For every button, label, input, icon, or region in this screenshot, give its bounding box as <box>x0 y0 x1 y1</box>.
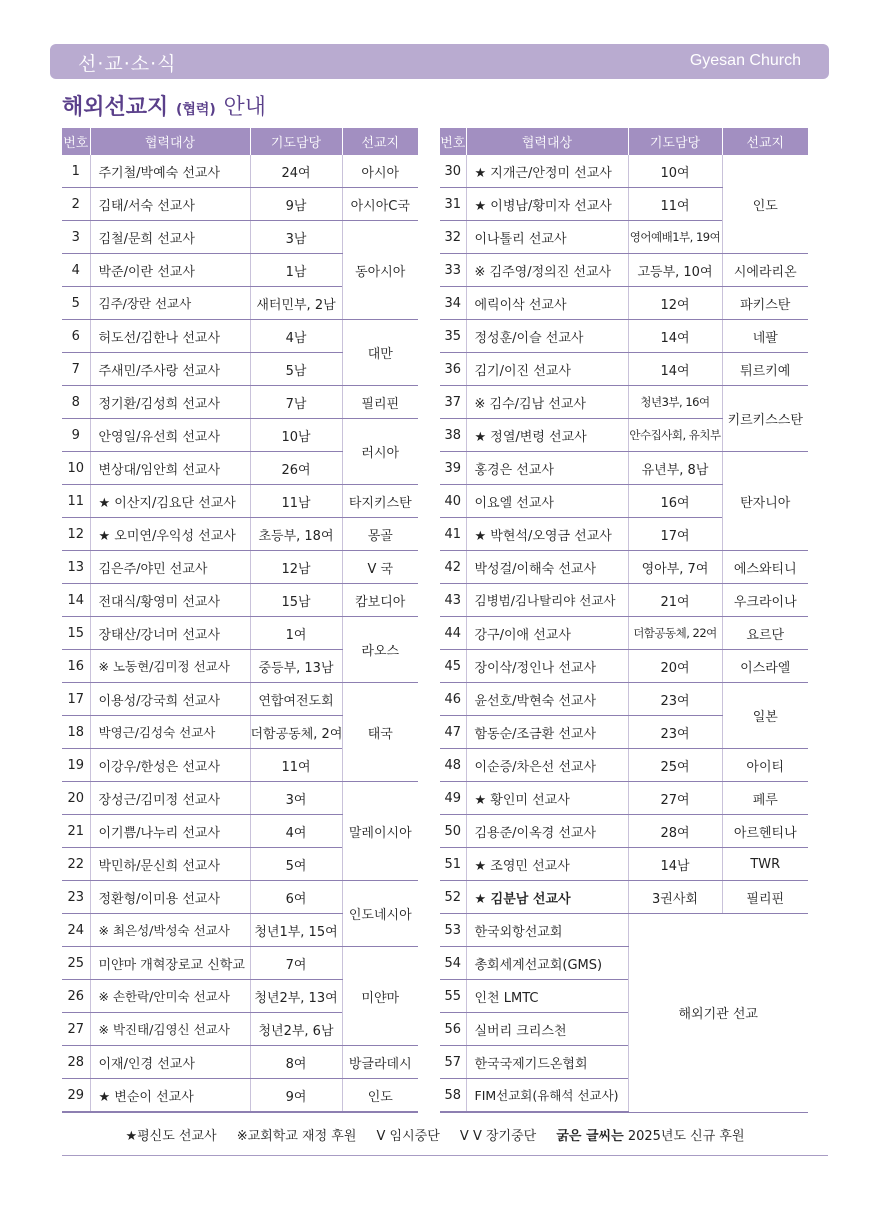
table-header-row <box>440 128 808 155</box>
mission-field: 이스라엘 <box>722 650 808 683</box>
missionary-name: ★ 지개근/안정미 선교사 <box>466 155 628 188</box>
page-title <box>62 90 266 121</box>
missionary-name: ★ 정열/변령 선교사 <box>466 419 628 452</box>
table-row <box>440 815 808 848</box>
table-row <box>62 221 418 254</box>
prayer-group: 고등부, 10여 <box>628 254 722 287</box>
table-row <box>440 617 808 650</box>
mission-field: 아시아C국 <box>342 188 418 221</box>
mission-field: 말레이시아 <box>342 782 418 881</box>
row-number: 41 <box>440 518 466 551</box>
row-number: 48 <box>440 749 466 782</box>
mission-field: 우크라이나 <box>722 584 808 617</box>
legend-bold-label: 굵은 글씨는 <box>556 1129 624 1144</box>
church-name: Gyesan Church <box>689 52 801 69</box>
table-row <box>440 881 808 914</box>
table-row <box>62 419 418 452</box>
mission-table-left <box>62 128 418 1113</box>
mission-field: 튀르키예 <box>722 353 808 386</box>
missionary-name: 김용준/이옥경 선교사 <box>466 815 628 848</box>
prayer-group: 10남 <box>250 419 342 452</box>
row-number: 18 <box>62 716 90 749</box>
prayer-group: 28여 <box>628 815 722 848</box>
mission-field: 러시아 <box>342 419 418 485</box>
prayer-group: 더함공동체, 2여 <box>250 716 342 749</box>
missionary-name: 정환형/이미용 선교사 <box>90 881 250 914</box>
mission-field: 인도 <box>722 155 808 254</box>
row-number: 52 <box>440 881 466 914</box>
row-number: 47 <box>440 716 466 749</box>
prayer-group: 11여 <box>628 188 722 221</box>
prayer-group: 11남 <box>250 485 342 518</box>
missionary-name: 전대식/황영미 선교사 <box>90 584 250 617</box>
table-row <box>440 914 808 947</box>
table-row <box>62 881 418 914</box>
col-header-field: 선교지 <box>722 128 808 155</box>
table-row <box>62 386 418 419</box>
prayer-group: 21여 <box>628 584 722 617</box>
mission-field: 동아시아 <box>342 221 418 320</box>
legend-v: V 임시중단 <box>376 1129 440 1144</box>
table-row <box>440 320 808 353</box>
col-header-prayer: 기도담당 <box>250 128 342 155</box>
prayer-group: 3여 <box>250 782 342 815</box>
prayer-group: 더함공동체, 22여 <box>628 617 722 650</box>
section-label: 선·교·소·식 <box>78 53 177 75</box>
table-row <box>62 617 418 650</box>
missionary-name: 이요엘 선교사 <box>466 485 628 518</box>
missionary-name: ★ 황인미 선교사 <box>466 782 628 815</box>
row-number: 37 <box>440 386 466 419</box>
table-row <box>440 155 808 188</box>
table-row <box>440 650 808 683</box>
prayer-group: 23여 <box>628 716 722 749</box>
prayer-group: 25여 <box>628 749 722 782</box>
prayer-group: 1여 <box>250 617 342 650</box>
mission-field: 인도 <box>342 1079 418 1113</box>
prayer-group: 새터민부, 2남 <box>250 287 342 320</box>
missionary-name: 김은주/야민 선교사 <box>90 551 250 584</box>
row-number: 4 <box>62 254 90 287</box>
table-row <box>440 584 808 617</box>
row-number: 23 <box>62 881 90 914</box>
prayer-group: 청년2부, 6남 <box>250 1013 342 1046</box>
row-number: 7 <box>62 353 90 386</box>
mission-field: V 국 <box>342 551 418 584</box>
row-number: 54 <box>440 947 466 980</box>
missionary-name: 변상대/임안희 선교사 <box>90 452 250 485</box>
prayer-group: 11여 <box>250 749 342 782</box>
row-number: 33 <box>440 254 466 287</box>
row-number: 49 <box>440 782 466 815</box>
mission-field: 몽골 <box>342 518 418 551</box>
missionary-name: ★ 김분남 선교사 <box>466 881 628 914</box>
col-header-no: 번호 <box>62 128 90 155</box>
col-header-field: 선교지 <box>342 128 418 155</box>
prayer-group: 청년2부, 13여 <box>250 980 342 1013</box>
row-number: 39 <box>440 452 466 485</box>
missionary-name: 이재/인경 선교사 <box>90 1046 250 1079</box>
mission-field: 방글라데시 <box>342 1046 418 1079</box>
bottom-divider <box>62 1155 828 1156</box>
table-row <box>440 749 808 782</box>
mission-field: 인도네시아 <box>342 881 418 947</box>
missionary-name: 이순증/차은선 선교사 <box>466 749 628 782</box>
missionary-name: ※ 김주영/정의진 선교사 <box>466 254 628 287</box>
missionary-name: 이용성/강국희 선교사 <box>90 683 250 716</box>
missionary-name: ※ 노동현/김미정 선교사 <box>90 650 250 683</box>
missionary-name: ※ 손한락/안미숙 선교사 <box>90 980 250 1013</box>
prayer-group: 6여 <box>250 881 342 914</box>
row-number: 30 <box>440 155 466 188</box>
table-row <box>62 485 418 518</box>
title-sub: (협력) <box>175 102 216 118</box>
row-number: 45 <box>440 650 466 683</box>
missionary-name: 윤선호/박현숙 선교사 <box>466 683 628 716</box>
missionary-name: ※ 박진태/김영신 선교사 <box>90 1013 250 1046</box>
missionary-name: 주기철/박예숙 선교사 <box>90 155 250 188</box>
mission-field: 필리핀 <box>342 386 418 419</box>
table-row <box>440 287 808 320</box>
mission-field: 요르단 <box>722 617 808 650</box>
mission-field: 라오스 <box>342 617 418 683</box>
missionary-name: 함동순/조금환 선교사 <box>466 716 628 749</box>
mission-field: 타지키스탄 <box>342 485 418 518</box>
col-header-name: 협력대상 <box>466 128 628 155</box>
missionary-name: 강구/이애 선교사 <box>466 617 628 650</box>
row-number: 43 <box>440 584 466 617</box>
prayer-group: 9남 <box>250 188 342 221</box>
missionary-name: FIM선교회(유해석 선교사) <box>466 1079 628 1113</box>
prayer-group: 4남 <box>250 320 342 353</box>
prayer-group: 20여 <box>628 650 722 683</box>
title-main: 해외선교지 <box>62 95 169 120</box>
prayer-group: 24여 <box>250 155 342 188</box>
row-number: 53 <box>440 914 466 947</box>
table-row <box>62 584 418 617</box>
missionary-name: 안영일/유선희 선교사 <box>90 419 250 452</box>
missionary-name: 총회세계선교회(GMS) <box>466 947 628 980</box>
row-number: 46 <box>440 683 466 716</box>
missionary-name: 장성근/김미정 선교사 <box>90 782 250 815</box>
mission-field: 에스와티니 <box>722 551 808 584</box>
legend-bold-text: 2025년도 신규 후원 <box>627 1129 745 1144</box>
col-header-prayer: 기도담당 <box>628 128 722 155</box>
row-number: 5 <box>62 287 90 320</box>
mission-field: 미얀마 <box>342 947 418 1046</box>
row-number: 15 <box>62 617 90 650</box>
row-number: 51 <box>440 848 466 881</box>
row-number: 35 <box>440 320 466 353</box>
row-number: 57 <box>440 1046 466 1079</box>
missionary-name: ※ 최은성/박성숙 선교사 <box>90 914 250 947</box>
missionary-name: 김태/서숙 선교사 <box>90 188 250 221</box>
row-number: 21 <box>62 815 90 848</box>
missionary-name: 인천 LMTC <box>466 980 628 1013</box>
missionary-name: ★ 오미연/우익성 선교사 <box>90 518 250 551</box>
mission-field: 키르키스스탄 <box>722 386 808 452</box>
row-number: 28 <box>62 1046 90 1079</box>
row-number: 22 <box>62 848 90 881</box>
prayer-group: 3권사회 <box>628 881 722 914</box>
legend-ref: ※교회학교 재정 후원 <box>236 1129 357 1144</box>
missionary-name: 정성훈/이슬 선교사 <box>466 320 628 353</box>
mission-table-right <box>440 128 808 1113</box>
row-number: 20 <box>62 782 90 815</box>
missionary-name: ※ 김수/김남 선교사 <box>466 386 628 419</box>
missionary-name: 이기쁨/나누리 선교사 <box>90 815 250 848</box>
row-number: 25 <box>62 947 90 980</box>
mission-field: 페루 <box>722 782 808 815</box>
missionary-name: 홍경은 선교사 <box>466 452 628 485</box>
prayer-group: 16여 <box>628 485 722 518</box>
row-number: 40 <box>440 485 466 518</box>
legend-star: ★평신도 선교사 <box>125 1129 217 1144</box>
row-number: 16 <box>62 650 90 683</box>
table-row <box>62 1046 418 1079</box>
prayer-group: 8여 <box>250 1046 342 1079</box>
prayer-group: 14남 <box>628 848 722 881</box>
table-row <box>62 188 418 221</box>
mission-field: 아시아 <box>342 155 418 188</box>
missionary-name: 정기환/김성희 선교사 <box>90 386 250 419</box>
row-number: 14 <box>62 584 90 617</box>
row-number: 10 <box>62 452 90 485</box>
missionary-name: 장태산/강너머 선교사 <box>90 617 250 650</box>
legend-vv: V V 장기중단 <box>459 1129 537 1144</box>
row-number: 27 <box>62 1013 90 1046</box>
table-row <box>440 551 808 584</box>
row-number: 31 <box>440 188 466 221</box>
mission-field: 일본 <box>722 683 808 749</box>
prayer-group: 10여 <box>628 155 722 188</box>
prayer-group: 26여 <box>250 452 342 485</box>
prayer-group: 초등부, 18여 <box>250 518 342 551</box>
prayer-group: 4여 <box>250 815 342 848</box>
row-number: 56 <box>440 1013 466 1046</box>
mission-field: 파키스탄 <box>722 287 808 320</box>
row-number: 6 <box>62 320 90 353</box>
mission-field: 해외기관 선교 <box>628 914 808 1113</box>
row-number: 13 <box>62 551 90 584</box>
mission-field: 아르헨티나 <box>722 815 808 848</box>
legend <box>62 1125 808 1144</box>
prayer-group: 3남 <box>250 221 342 254</box>
prayer-group: 청년1부, 15여 <box>250 914 342 947</box>
prayer-group: 14여 <box>628 353 722 386</box>
table-row <box>62 683 418 716</box>
missionary-name: 주새민/주사랑 선교사 <box>90 353 250 386</box>
mission-field: 시에라리온 <box>722 254 808 287</box>
missionary-name: 박민하/문신희 선교사 <box>90 848 250 881</box>
missionary-name: 장이삭/정인나 선교사 <box>466 650 628 683</box>
prayer-group: 유년부, 8남 <box>628 452 722 485</box>
title-tail: 안내 <box>223 95 266 120</box>
row-number: 9 <box>62 419 90 452</box>
row-number: 29 <box>62 1079 90 1113</box>
row-number: 11 <box>62 485 90 518</box>
table-row <box>62 320 418 353</box>
table-header-row <box>62 128 418 155</box>
missionary-name: ★ 변순이 선교사 <box>90 1079 250 1113</box>
missionary-name: 박준/이란 선교사 <box>90 254 250 287</box>
table-row <box>62 782 418 815</box>
row-number: 1 <box>62 155 90 188</box>
table-row <box>440 683 808 716</box>
row-number: 36 <box>440 353 466 386</box>
prayer-group: 23여 <box>628 683 722 716</box>
row-number: 38 <box>440 419 466 452</box>
row-number: 34 <box>440 287 466 320</box>
missionary-name: 박성걸/이해숙 선교사 <box>466 551 628 584</box>
prayer-group: 27여 <box>628 782 722 815</box>
prayer-group: 15남 <box>250 584 342 617</box>
table-row <box>62 1079 418 1113</box>
prayer-group: 영아부, 7여 <box>628 551 722 584</box>
table-row <box>62 155 418 188</box>
table-row <box>440 254 808 287</box>
mission-field: 탄자니아 <box>722 452 808 551</box>
prayer-group: 14여 <box>628 320 722 353</box>
missionary-name: 이나톨리 선교사 <box>466 221 628 254</box>
col-header-no: 번호 <box>440 128 466 155</box>
row-number: 24 <box>62 914 90 947</box>
missionary-name: 한국국제기드온협회 <box>466 1046 628 1079</box>
mission-field: 네팔 <box>722 320 808 353</box>
prayer-group: 안수집사회, 유치부 <box>628 419 722 452</box>
mission-field: 아이티 <box>722 749 808 782</box>
missionary-name: 김철/문희 선교사 <box>90 221 250 254</box>
missionary-name: 실버리 크리스천 <box>466 1013 628 1046</box>
missionary-name: 이강우/한성은 선교사 <box>90 749 250 782</box>
missionary-name: ★ 이병남/황미자 선교사 <box>466 188 628 221</box>
prayer-group: 12남 <box>250 551 342 584</box>
row-number: 3 <box>62 221 90 254</box>
missionary-name: 김주/장란 선교사 <box>90 287 250 320</box>
row-number: 44 <box>440 617 466 650</box>
prayer-group: 12여 <box>628 287 722 320</box>
prayer-group: 7여 <box>250 947 342 980</box>
prayer-group: 연합여전도회 <box>250 683 342 716</box>
mission-field: 대만 <box>342 320 418 386</box>
row-number: 55 <box>440 980 466 1013</box>
row-number: 50 <box>440 815 466 848</box>
missionary-name: 김병범/김나탈리야 선교사 <box>466 584 628 617</box>
row-number: 42 <box>440 551 466 584</box>
prayer-group: 5여 <box>250 848 342 881</box>
row-number: 8 <box>62 386 90 419</box>
table-row <box>440 848 808 881</box>
missionary-name: 에릭이삭 선교사 <box>466 287 628 320</box>
table-row <box>62 518 418 551</box>
missionary-name: 박영근/김성숙 선교사 <box>90 716 250 749</box>
prayer-group: 9여 <box>250 1079 342 1113</box>
col-header-name: 협력대상 <box>90 128 250 155</box>
table-row <box>440 452 808 485</box>
missionary-name: 김기/이진 선교사 <box>466 353 628 386</box>
prayer-group: 5남 <box>250 353 342 386</box>
section-banner <box>50 44 829 79</box>
prayer-group: 중등부, 13남 <box>250 650 342 683</box>
missionary-name: 미얀마 개혁장로교 신학교 <box>90 947 250 980</box>
mission-field: 필리핀 <box>722 881 808 914</box>
mission-field: 태국 <box>342 683 418 782</box>
mission-field: 캄보디아 <box>342 584 418 617</box>
row-number: 58 <box>440 1079 466 1113</box>
prayer-group: 17여 <box>628 518 722 551</box>
missionary-name: 한국외항선교회 <box>466 914 628 947</box>
row-number: 26 <box>62 980 90 1013</box>
row-number: 12 <box>62 518 90 551</box>
row-number: 32 <box>440 221 466 254</box>
mission-field: TWR <box>722 848 808 881</box>
table-row <box>440 386 808 419</box>
missionary-name: ★ 박현석/오영금 선교사 <box>466 518 628 551</box>
prayer-group: 청년3부, 16여 <box>628 386 722 419</box>
prayer-group: 7남 <box>250 386 342 419</box>
missionary-name: 허도선/김한나 선교사 <box>90 320 250 353</box>
missionary-name: ★ 조영민 선교사 <box>466 848 628 881</box>
row-number: 19 <box>62 749 90 782</box>
table-row <box>440 353 808 386</box>
table-row <box>62 551 418 584</box>
table-row <box>62 947 418 980</box>
row-number: 2 <box>62 188 90 221</box>
missionary-name: ★ 이산지/김요단 선교사 <box>90 485 250 518</box>
row-number: 17 <box>62 683 90 716</box>
prayer-group: 1남 <box>250 254 342 287</box>
table-row <box>440 782 808 815</box>
prayer-group: 영어예배1부, 19여 <box>628 221 722 254</box>
